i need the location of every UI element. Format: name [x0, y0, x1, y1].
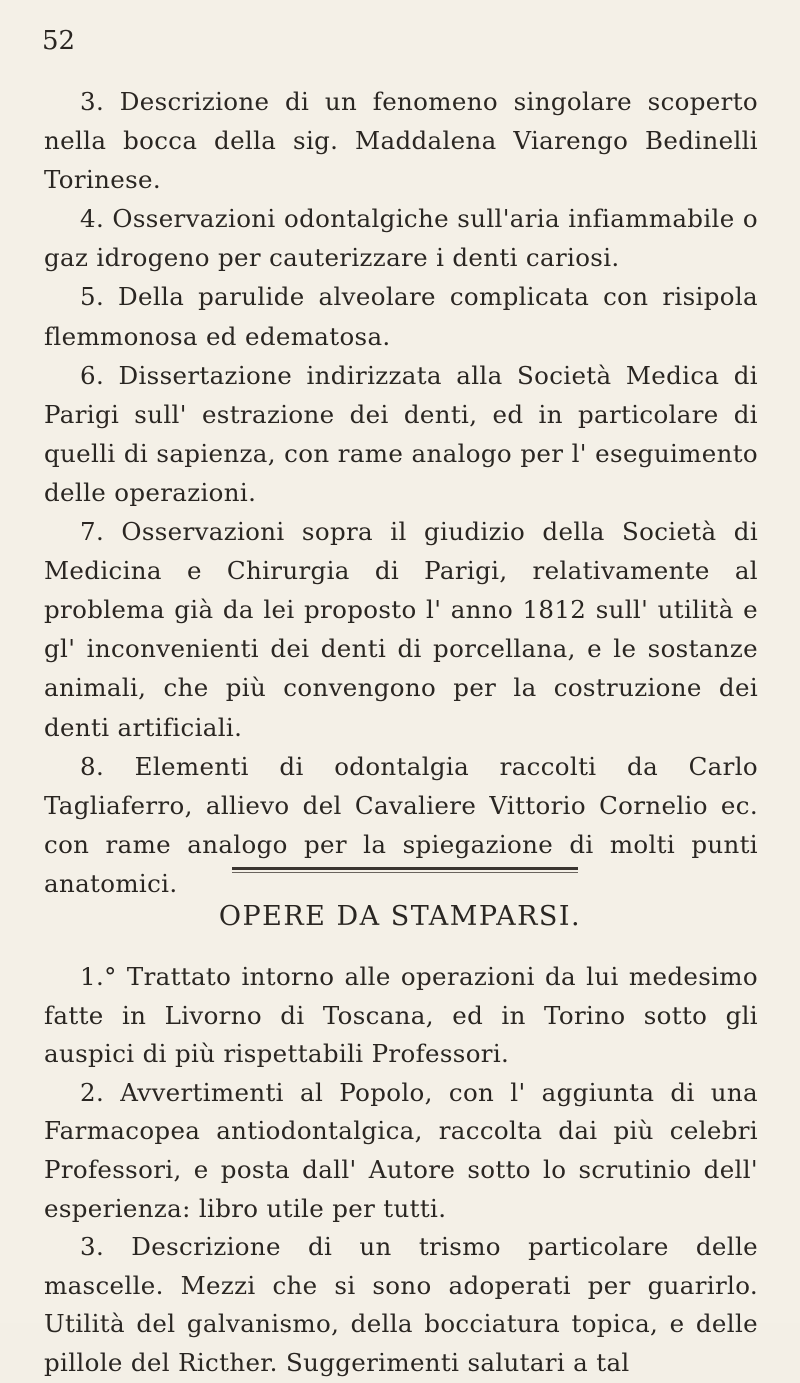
list-item: 3. Descrizione di un fenomeno singolare scoperto nella bocca della sig. Maddalena Viarengo Bedinelli Torinese. — [44, 87, 758, 195]
list-item: 8. Elementi di odontalgia raccolti da Carlo Tagliaferro, allievo del Cavaliere Vittorio Cornelio ec. con rame analogo per la spiegazione di molti punti anatomici. — [44, 751, 758, 898]
page-number: 52 — [42, 26, 76, 56]
list-item: 6. Dissertazione indirizzata alla Società Medica di Parigi sull' estrazione dei denti, ed in particolare di quelli di sapienza, con rame analogo per l' eseguimento delle operazioni. — [44, 360, 758, 507]
list-item: 7. Osservazioni sopra il giudizio della Società di Medicina e Chirurgia di Parigi, relativamente al problema già da lei proposto l' anno 1812 sull' utilità e gl' inconvenienti dei denti di porcellana, e le sostanze animali, che più convengono per la costruzione dei denti artificiali. — [44, 517, 758, 742]
publications-list — [44, 82, 758, 903]
section-heading: OPERE DA STAMPARSI. — [218, 901, 582, 932]
list-item: 2. Avvertimenti al Popolo, con l' aggiunta di una Farmacopea antiodontalgica, raccolta dai più celebri Professori, e posta dall' Autore sotto lo scrutinio dell' esperienza: libro utile per tutti. — [44, 1077, 758, 1223]
list-item: 3. Descrizione di un trismo particolare delle mascelle. Mezzi che si sono adoperati per guarirlo. Utilità del galvanismo, della bocciatura topica, e delle pillole del Ricther. Suggerimenti salutari a tal — [44, 1232, 758, 1377]
forthcoming-works-list — [44, 958, 758, 1383]
divider-rule-thin — [232, 872, 578, 873]
section-divider — [232, 867, 578, 873]
divider-rule-thick — [232, 867, 578, 870]
list-item: 1.° Trattato intorno alle operazioni da lui medesimo fatte in Livorno di Toscana, ed in Torino sotto gli auspici di più rispettabili Professori. — [44, 962, 758, 1069]
list-item: 4. Osservazioni odontalgiche sull'aria infiammabile o gaz idrogeno per cauterizzare i denti cariosi. — [44, 204, 758, 273]
list-item: 5. Della parulide alveolare complicata con risipola flemmonosa ed edematosa. — [44, 282, 758, 351]
